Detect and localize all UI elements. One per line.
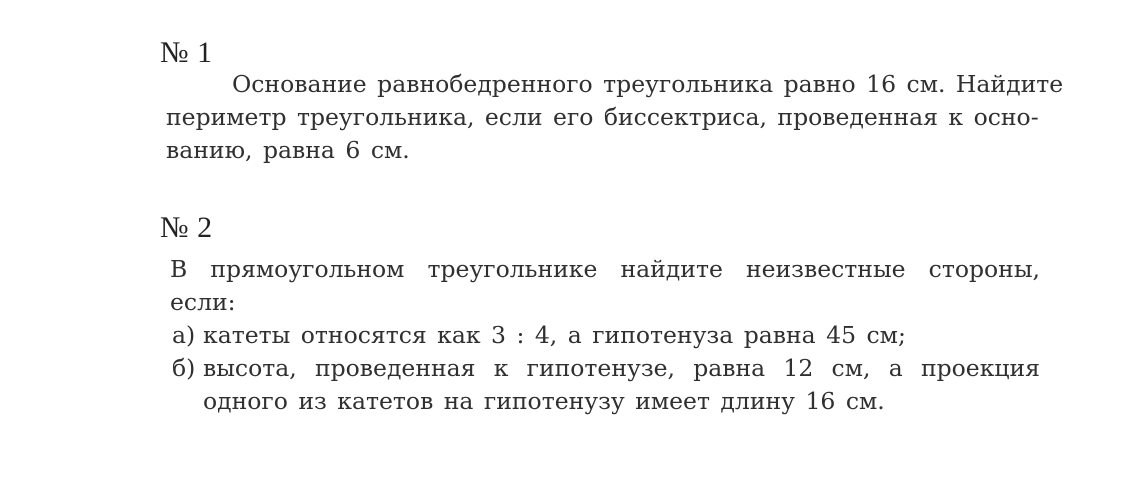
problem-2-intro-line: если: [170, 288, 236, 316]
problem-1-line: Основание равнобедренного треугольника равно 16 см. Найдите [232, 70, 1064, 98]
problem-2-text [170, 253, 1040, 418]
problem-2-item-b [170, 352, 1040, 385]
item-text-continuation: одного из катетов на гипотенузу имеет длину 16 см. [203, 387, 885, 415]
item-marker: б) [172, 354, 196, 382]
problem-2-intro-line: В прямоугольном треугольнике найдите неизвестные стороны, [170, 255, 1040, 283]
problem-1-text [166, 68, 1064, 167]
item-marker: а) [172, 321, 196, 349]
item-text: высота, проведенная к гипотенузе, равна 12 см, а проекция [203, 354, 1040, 382]
problem-1-line: периметр треугольника, если его биссектриса, проведенная к осно- [166, 103, 1039, 131]
problem-2-item-a [170, 319, 1040, 352]
item-text: катеты относятся как 3 : 4, а гипотенуза равна 45 см; [203, 321, 906, 349]
problem-1-heading: № 1 [160, 36, 213, 69]
problem-2-heading: № 2 [160, 211, 213, 244]
problem-1-line: ванию, равна 6 см. [166, 136, 410, 164]
